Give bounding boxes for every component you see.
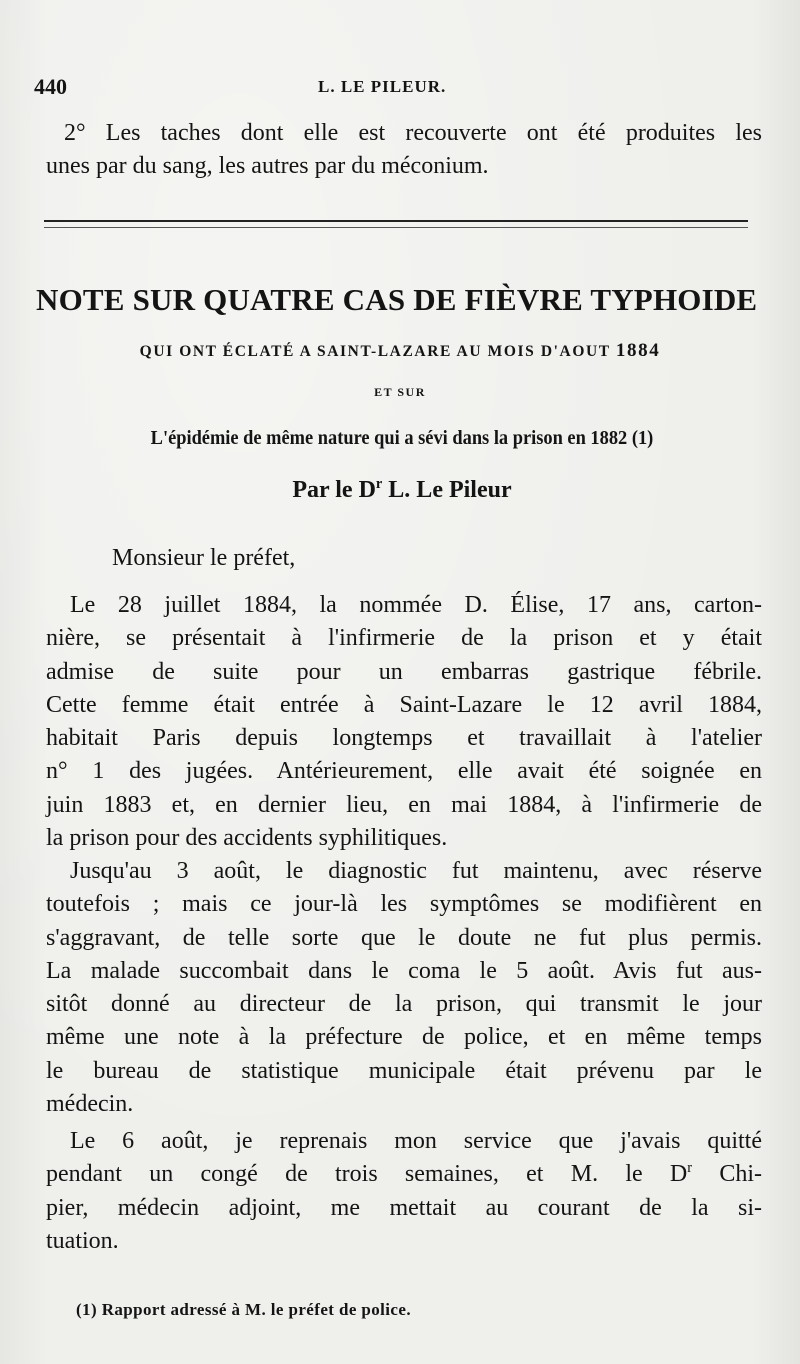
- text-line: La malade succombait dans le coma le 5 août. Avis fut aus-: [46, 957, 762, 984]
- footnote-reference: (1): [631, 427, 654, 449]
- article-subtitle: [40, 340, 760, 362]
- text-line: nière, se présentait à l'infirmerie de la prison et y était: [46, 625, 762, 652]
- text-line: la prison pour des accidents syphilitiques.: [46, 825, 448, 852]
- text-line: juin 1883 et, en dernier lieu, en mai 1884, à l'infirmerie de: [46, 791, 762, 818]
- text-line: Cette femme était entrée à Saint-Lazare le 12 avril 1884,: [46, 691, 762, 718]
- text-line: s'aggravant, de telle sorte que le doute ne fut plus permis.: [46, 924, 762, 951]
- footnote-text: Rapport adressé à M. le préfet de police.: [101, 1300, 411, 1319]
- paragraph-1: [46, 589, 762, 855]
- author-prefix: Par le D: [292, 477, 376, 503]
- subtitle-text: QUI ONT ÉCLATÉ A SAINT-LAZARE AU MOIS D'AOUT: [139, 343, 611, 360]
- text-fragment: Chi-: [692, 1161, 762, 1188]
- text-line: n° 1 des jugées. Antérieurement, elle avait été soignée en: [46, 758, 762, 785]
- text-line: unes par du sang, les autres par du méconium.: [46, 153, 489, 180]
- paragraph-2: [46, 855, 762, 1121]
- text-line: pier, médecin adjoint, me mettait au courant de la si-: [46, 1194, 762, 1221]
- article-title: NOTE SUR QUATRE CAS DE FIÈVRE TYPHOIDE: [36, 282, 758, 317]
- text-line: sitôt donné au directeur de la prison, qui transmit le jour: [46, 991, 762, 1018]
- et-sur-connector: ET SUR: [374, 385, 426, 399]
- author-title-sup: r: [375, 476, 383, 492]
- text-line: même une note à la préfecture de police, et en même temps: [46, 1024, 762, 1051]
- text-fragment: pendant un congé de trois semaines, et M. le D: [46, 1161, 688, 1188]
- footnote-marker: (1): [76, 1300, 98, 1319]
- article-subtitle-secondary: [69, 427, 735, 450]
- paragraph-3: [46, 1125, 762, 1258]
- subtitle2-text: L'épidémie de même nature qui a sévi dans la prison en 1882: [150, 427, 628, 449]
- page-header: [34, 74, 764, 104]
- text-line: médecin.: [46, 1091, 134, 1118]
- text-line: toutefois ; mais ce jour-là les symptômes se modifièrent en: [46, 891, 762, 918]
- section-divider: [44, 220, 748, 222]
- text-line: Jusqu'au 3 août, le diagnostic fut maintenu, avec réserve: [70, 858, 762, 884]
- salutation: Monsieur le préfet,: [112, 545, 296, 571]
- article-author: [40, 477, 764, 504]
- text-line: le bureau de statistique municipale était prévenu par le: [46, 1057, 762, 1084]
- text-line: tuation.: [46, 1227, 119, 1254]
- running-head: L. LE PILEUR.: [318, 77, 447, 96]
- text-line: 2° Les taches dont elle est recouverte ont été produites les: [64, 120, 762, 146]
- subtitle-year: 1884: [615, 340, 661, 361]
- author-name: L. Le Pileur: [388, 477, 512, 503]
- section-divider-thin: [44, 227, 748, 228]
- text-line: Le 28 juillet 1884, la nommée D. Élise, 17 ans, carton-: [70, 592, 762, 618]
- text-line: admise de suite pour un embarras gastrique fébrile.: [46, 658, 762, 685]
- text-line: [46, 1158, 762, 1191]
- text-line: habitait Paris depuis longtemps et travaillait à l'atelier: [46, 725, 762, 752]
- title-sup: r: [687, 1160, 693, 1177]
- intro-paragraph: [46, 117, 762, 184]
- footnote: [76, 1300, 411, 1320]
- text-line: Le 6 août, je reprenais mon service que j'avais quitté: [70, 1128, 762, 1154]
- page-number: 440: [34, 74, 67, 99]
